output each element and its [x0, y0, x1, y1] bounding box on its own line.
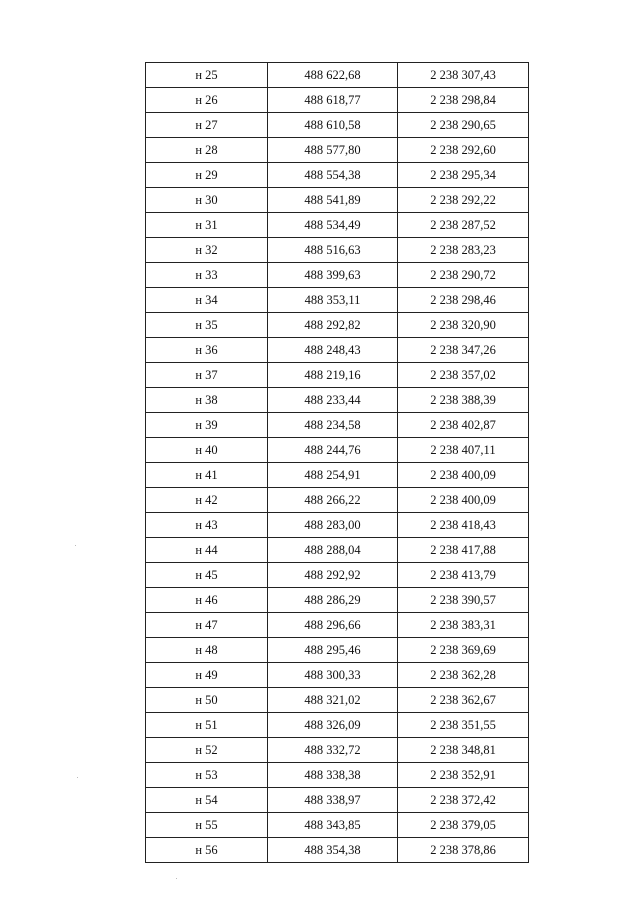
point-number-cell: н 36: [146, 338, 268, 363]
y-coordinate-cell: 2 238 413,79: [398, 563, 529, 588]
y-coordinate-cell: 2 238 362,28: [398, 663, 529, 688]
y-coordinate-cell: 2 238 348,81: [398, 738, 529, 763]
coordinates-table: [145, 62, 529, 863]
x-coordinate-cell: 488 292,82: [268, 313, 398, 338]
x-coordinate-cell: 488 296,66: [268, 613, 398, 638]
table-row: [146, 713, 529, 738]
scan-speck: [176, 878, 177, 879]
x-coordinate-cell: 488 534,49: [268, 213, 398, 238]
table-row: [146, 338, 529, 363]
table-row: [146, 438, 529, 463]
x-coordinate-cell: 488 554,38: [268, 163, 398, 188]
x-coordinate-cell: 488 244,76: [268, 438, 398, 463]
table-row: [146, 113, 529, 138]
point-number-cell: н 48: [146, 638, 268, 663]
table-row: [146, 263, 529, 288]
point-number-cell: н 37: [146, 363, 268, 388]
table-row: [146, 838, 529, 863]
point-number-cell: н 41: [146, 463, 268, 488]
table-row: [146, 663, 529, 688]
table-row: [146, 363, 529, 388]
table-row: [146, 413, 529, 438]
table-row: [146, 513, 529, 538]
y-coordinate-cell: 2 238 402,87: [398, 413, 529, 438]
y-coordinate-cell: 2 238 388,39: [398, 388, 529, 413]
y-coordinate-cell: 2 238 347,26: [398, 338, 529, 363]
point-number-cell: н 27: [146, 113, 268, 138]
point-number-cell: н 29: [146, 163, 268, 188]
y-coordinate-cell: 2 238 369,69: [398, 638, 529, 663]
point-number-cell: н 30: [146, 188, 268, 213]
y-coordinate-cell: 2 238 362,67: [398, 688, 529, 713]
point-number-cell: н 49: [146, 663, 268, 688]
table-row: [146, 638, 529, 663]
scan-speck: [75, 545, 76, 546]
y-coordinate-cell: 2 238 287,52: [398, 213, 529, 238]
coordinates-table-body: [146, 63, 529, 863]
y-coordinate-cell: 2 238 295,34: [398, 163, 529, 188]
point-number-cell: н 45: [146, 563, 268, 588]
y-coordinate-cell: 2 238 418,43: [398, 513, 529, 538]
y-coordinate-cell: 2 238 378,86: [398, 838, 529, 863]
point-number-cell: н 28: [146, 138, 268, 163]
x-coordinate-cell: 488 295,46: [268, 638, 398, 663]
point-number-cell: н 47: [146, 613, 268, 638]
point-number-cell: н 32: [146, 238, 268, 263]
x-coordinate-cell: 488 254,91: [268, 463, 398, 488]
y-coordinate-cell: 2 238 283,23: [398, 238, 529, 263]
y-coordinate-cell: 2 238 352,91: [398, 763, 529, 788]
x-coordinate-cell: 488 577,80: [268, 138, 398, 163]
y-coordinate-cell: 2 238 400,09: [398, 488, 529, 513]
table-row: [146, 763, 529, 788]
x-coordinate-cell: 488 286,29: [268, 588, 398, 613]
x-coordinate-cell: 488 300,33: [268, 663, 398, 688]
point-number-cell: н 25: [146, 63, 268, 88]
table-row: [146, 588, 529, 613]
point-number-cell: н 52: [146, 738, 268, 763]
x-coordinate-cell: 488 234,58: [268, 413, 398, 438]
x-coordinate-cell: 488 338,97: [268, 788, 398, 813]
point-number-cell: н 50: [146, 688, 268, 713]
y-coordinate-cell: 2 238 298,46: [398, 288, 529, 313]
table-row: [146, 213, 529, 238]
x-coordinate-cell: 488 332,72: [268, 738, 398, 763]
x-coordinate-cell: 488 338,38: [268, 763, 398, 788]
table-row: [146, 163, 529, 188]
table-row: [146, 738, 529, 763]
x-coordinate-cell: 488 516,63: [268, 238, 398, 263]
y-coordinate-cell: 2 238 290,72: [398, 263, 529, 288]
point-number-cell: н 53: [146, 763, 268, 788]
x-coordinate-cell: 488 248,43: [268, 338, 398, 363]
point-number-cell: н 56: [146, 838, 268, 863]
point-number-cell: н 31: [146, 213, 268, 238]
y-coordinate-cell: 2 238 379,05: [398, 813, 529, 838]
table-row: [146, 388, 529, 413]
point-number-cell: н 26: [146, 88, 268, 113]
y-coordinate-cell: 2 238 292,60: [398, 138, 529, 163]
point-number-cell: н 55: [146, 813, 268, 838]
x-coordinate-cell: 488 292,92: [268, 563, 398, 588]
y-coordinate-cell: 2 238 417,88: [398, 538, 529, 563]
x-coordinate-cell: 488 353,11: [268, 288, 398, 313]
x-coordinate-cell: 488 541,89: [268, 188, 398, 213]
y-coordinate-cell: 2 238 290,65: [398, 113, 529, 138]
y-coordinate-cell: 2 238 320,90: [398, 313, 529, 338]
y-coordinate-cell: 2 238 383,31: [398, 613, 529, 638]
table-row: [146, 313, 529, 338]
table-row: [146, 488, 529, 513]
x-coordinate-cell: 488 354,38: [268, 838, 398, 863]
table-row: [146, 238, 529, 263]
y-coordinate-cell: 2 238 351,55: [398, 713, 529, 738]
y-coordinate-cell: 2 238 400,09: [398, 463, 529, 488]
y-coordinate-cell: 2 238 298,84: [398, 88, 529, 113]
x-coordinate-cell: 488 622,68: [268, 63, 398, 88]
point-number-cell: н 46: [146, 588, 268, 613]
x-coordinate-cell: 488 283,00: [268, 513, 398, 538]
x-coordinate-cell: 488 288,04: [268, 538, 398, 563]
point-number-cell: н 34: [146, 288, 268, 313]
x-coordinate-cell: 488 266,22: [268, 488, 398, 513]
table-row: [146, 188, 529, 213]
x-coordinate-cell: 488 610,58: [268, 113, 398, 138]
table-row: [146, 88, 529, 113]
point-number-cell: н 51: [146, 713, 268, 738]
x-coordinate-cell: 488 326,09: [268, 713, 398, 738]
y-coordinate-cell: 2 238 292,22: [398, 188, 529, 213]
point-number-cell: н 33: [146, 263, 268, 288]
point-number-cell: н 35: [146, 313, 268, 338]
y-coordinate-cell: 2 238 390,57: [398, 588, 529, 613]
point-number-cell: н 54: [146, 788, 268, 813]
x-coordinate-cell: 488 219,16: [268, 363, 398, 388]
table-row: [146, 688, 529, 713]
scan-speck: [77, 777, 78, 778]
point-number-cell: н 43: [146, 513, 268, 538]
table-row: [146, 813, 529, 838]
x-coordinate-cell: 488 343,85: [268, 813, 398, 838]
point-number-cell: н 38: [146, 388, 268, 413]
point-number-cell: н 39: [146, 413, 268, 438]
y-coordinate-cell: 2 238 307,43: [398, 63, 529, 88]
table-row: [146, 563, 529, 588]
table-row: [146, 288, 529, 313]
x-coordinate-cell: 488 618,77: [268, 88, 398, 113]
table-row: [146, 138, 529, 163]
point-number-cell: н 44: [146, 538, 268, 563]
table-row: [146, 63, 529, 88]
y-coordinate-cell: 2 238 407,11: [398, 438, 529, 463]
x-coordinate-cell: 488 399,63: [268, 263, 398, 288]
point-number-cell: н 40: [146, 438, 268, 463]
y-coordinate-cell: 2 238 372,42: [398, 788, 529, 813]
y-coordinate-cell: 2 238 357,02: [398, 363, 529, 388]
table-row: [146, 788, 529, 813]
table-row: [146, 613, 529, 638]
table-row: [146, 463, 529, 488]
table-row: [146, 538, 529, 563]
x-coordinate-cell: 488 233,44: [268, 388, 398, 413]
x-coordinate-cell: 488 321,02: [268, 688, 398, 713]
point-number-cell: н 42: [146, 488, 268, 513]
